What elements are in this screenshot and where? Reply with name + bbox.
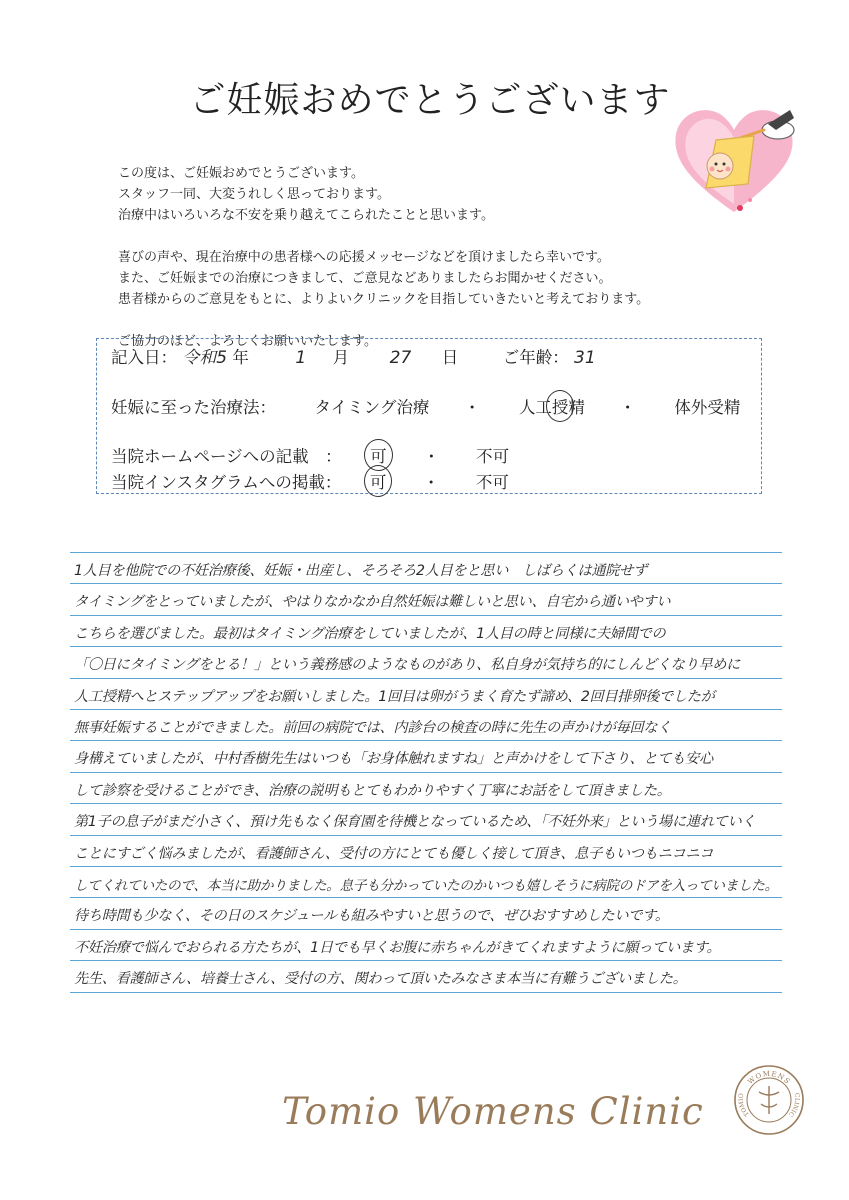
- rule-line: [70, 929, 782, 930]
- intro-line: この度は、ご妊娠おめでとうございます。: [118, 166, 364, 181]
- rule-line: [70, 709, 782, 710]
- seal-right-text: CLINIC: [786, 1092, 801, 1118]
- handwritten-line: 先生、看護師さん、培養士さん、受付の方、関わって頂いたみなさま本当に有難うございました。: [74, 971, 687, 988]
- rule-line: [70, 866, 782, 867]
- separator: ・: [619, 398, 636, 417]
- handwritten-line: 1人目を他院での不妊治療後、妊娠・出産し、そろそろ2人目をと思い しばらくは通院せず: [74, 563, 647, 579]
- rule-line: [70, 772, 782, 773]
- rule-line: [70, 992, 782, 993]
- seal-top-text: WOMENS: [746, 1069, 792, 1087]
- treatment-row: [111, 394, 740, 418]
- rule-line: [70, 740, 782, 741]
- info-form-box: [96, 338, 762, 494]
- handwritten-line: 不妊治療で悩んでおられる方たちが、1日でも早くお腹に赤ちゃんがきてくれますように願っています。: [74, 939, 721, 956]
- svg-text:CLINIC: [787, 1093, 801, 1119]
- intro-message: [118, 163, 798, 352]
- instagram-permission-row: [111, 469, 509, 493]
- handwritten-line: タイミングをとっていましたが、やはりなかなか自然妊娠は難しいと思い、自宅から通いやすい: [74, 594, 671, 611]
- rule-line: [70, 803, 782, 804]
- date-day: 27: [389, 348, 412, 368]
- separator: ・: [423, 447, 440, 466]
- rule-line: [70, 646, 782, 647]
- intro-line: 治療中はいろいろな不安を乗り越えてこられたことと思います。: [118, 208, 494, 223]
- separator: ・: [463, 398, 481, 417]
- date-label: 記入日：: [111, 348, 177, 367]
- month-unit: 月: [332, 348, 350, 367]
- date-age-row: [111, 343, 596, 368]
- handwritten-line: 無事妊娠することができました。前回の病院では、内診台の検査の時に先生の声かけが毎回なく: [74, 720, 672, 736]
- day-unit: 日: [441, 348, 459, 367]
- handwritten-line: して診察を受けることができ、治療の説明もとてもわかりやすく丁寧にお話をして頂きました。: [74, 782, 671, 799]
- intro-line: 患者様からのご意見をもとに、よりよいクリニックを目指していきたいと考えております。: [118, 292, 650, 307]
- intro-line: ご協力のほど、よろしくお願いいたします。: [118, 334, 377, 349]
- rule-line: [70, 678, 782, 679]
- handwritten-line: こちらを選びました。最初はタイミング治療をしていましたが、1人目の時と同様に夫婦間での: [74, 625, 666, 642]
- rule-line: [70, 552, 782, 553]
- intro-line: 喜びの声や、現在治療中の患者様への応援メッセージなどを頂けましたら幸いです。: [118, 250, 610, 265]
- rule-line: [70, 615, 782, 616]
- treatment-option-iui: 人工授精: [519, 398, 585, 417]
- seal-left-text: TOMIO: [737, 1093, 751, 1118]
- handwritten-line: 身構えていましたが、中村香樹先生はいつも「お身体触れますね」と声かけをして下さり、とても安心: [74, 751, 713, 768]
- date-month: 1: [295, 348, 307, 368]
- handwritten-line: 「〇日にタイミングをとる！」という義務感のようなものがあり、私自身が気持ち的にしんどくなり早めに: [74, 657, 741, 674]
- separator: ・: [422, 473, 440, 492]
- selected-circle: 授: [552, 394, 569, 418]
- page-title: ご妊娠おめでとうございます: [189, 80, 671, 121]
- intro-line: スタッフ一同、大変うれしく思っております。: [118, 187, 390, 202]
- date-era: 令和5: [182, 348, 228, 368]
- permit-yes-selected: 可: [370, 469, 387, 493]
- handwritten-line: 待ち時間も少なく、その日のスケジュールも組みやすいと思うので、ぜひおすすめしたいです。: [74, 908, 669, 925]
- handwritten-line: ことにすごく悩みましたが、看護師さん、受付の方にとても優しく接して頂き、息子もいつもニコニコ: [74, 845, 714, 862]
- rule-line: [70, 835, 782, 836]
- age-label: ご年齢：: [502, 348, 569, 367]
- handwritten-line: してくれていたので、本当に助かりました。息子も分かっていたのかいつも嬉しそうに病院のドアを入っていました。: [74, 878, 778, 894]
- homepage-label: 当院ホームページへの記載 ：: [111, 447, 342, 466]
- permit-no: 不可: [475, 473, 509, 492]
- homepage-permission-row: [111, 443, 509, 467]
- permit-yes-selected: 可: [370, 443, 387, 467]
- clinic-name: Tomio Womens Clinic: [282, 1090, 704, 1133]
- permit-no: 不可: [476, 447, 510, 466]
- treatment-label: 妊娠に至った治療法：: [111, 398, 276, 417]
- age-value: 31: [574, 348, 596, 368]
- intro-line: また、ご妊娠までの治療につきまして、ご意見などありましたらお聞かせください。: [118, 271, 612, 286]
- treatment-option-ivf: 体外受精: [674, 398, 741, 417]
- rule-line: [70, 583, 782, 584]
- year-unit: 年: [232, 348, 249, 367]
- handwritten-line: 第1子の息子がまだ小さく、預け先もなく保育園を待機となっているため、「不妊外来」という場に連れていく: [74, 814, 756, 831]
- instagram-label: 当院インスタグラムへの掲載：: [111, 473, 342, 492]
- rule-line: [70, 960, 782, 961]
- clinic-seal-icon: [733, 1064, 805, 1136]
- svg-text:TOMIO: [738, 1093, 751, 1117]
- treatment-option-timing: タイミング治療: [314, 398, 430, 417]
- handwritten-line: 人工授精へとステップアップをお願いしました。1回目は卵がうまく育たず諦め、2回目排卵後でしたが: [74, 688, 715, 705]
- rule-line: [70, 897, 782, 898]
- handwritten-message: [70, 550, 782, 1030]
